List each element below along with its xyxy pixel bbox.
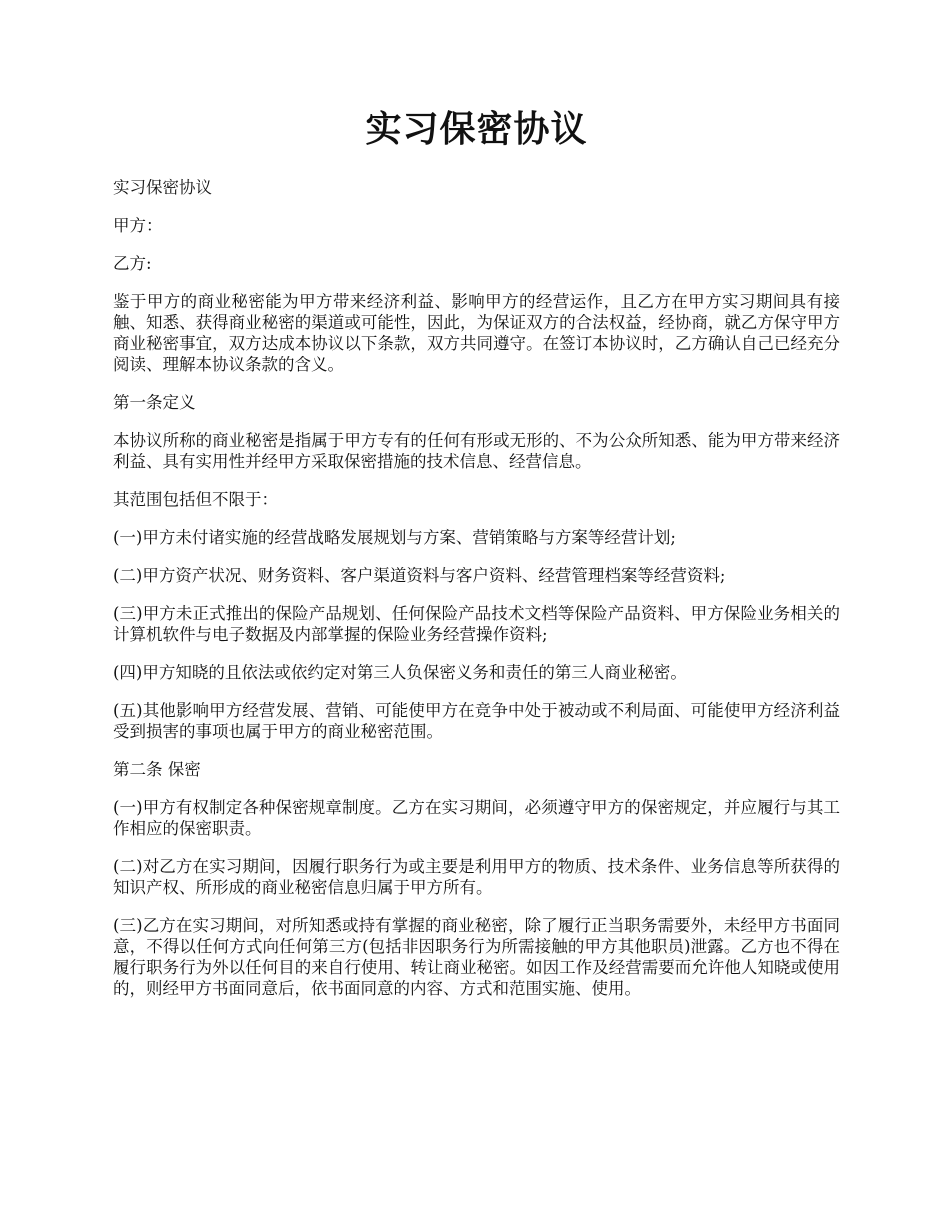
doc-subtitle: 实习保密协议 <box>113 178 212 198</box>
party-b-line: 乙方: <box>113 254 152 274</box>
scope-item-4: (四)甲方知晓的且依法或依约定对第三人负保密义务和责任的第三人商业秘密。 <box>113 663 687 683</box>
party-a-line: 甲方： <box>113 216 163 236</box>
article-2-heading: 第二条 保密 <box>113 760 201 780</box>
document-page <box>113 108 840 1016</box>
definition-paragraph: 本协议所称的商业秘密是指属于甲方专有的任何有形或无形的、不为公众所知悉、能为甲方带来经济利益、具有实用性并经甲方采取保密措施的技术信息、经营信息。 <box>113 431 840 472</box>
document-title: 实习保密协议 <box>365 108 588 150</box>
article-1-heading: 第一条定义 <box>113 393 196 413</box>
confidentiality-item-1: (一)甲方有权制定各种保密规章制度。乙方在实习期间，必须遵守甲方的保密规定，并应履行与其工作相应的保密职责。 <box>113 798 840 839</box>
scope-item-5: (五)其他影响甲方经营发展、营销、可能使甲方在竞争中处于被动或不利局面、可能使甲方经济利益受到损害的事项也属于甲方的商业秘密范围。 <box>113 701 840 742</box>
scope-item-2: (二)甲方资产状况、财务资料、客户渠道资料与客户资料、经营管理档案等经营资料; <box>113 566 726 586</box>
scope-item-1: (一)甲方未付诸实施的经营战略发展规划与方案、营销策略与方案等经营计划; <box>113 528 676 548</box>
preamble-paragraph: 鉴于甲方的商业秘密能为甲方带来经济利益、影响甲方的经营运作，且乙方在甲方实习期间具有接触、知悉、获得商业秘密的渠道或可能性，因此，为保证双方的合法权益，经协商，就乙方保守甲方商业秘密事宜，双方达成本协议以下条款，双方共同遵守。在签订本协议时，乙方确认自己已经充分阅读、理解本协议条款的含义。 <box>113 292 840 375</box>
scope-item-3: (三)甲方未正式推出的保险产品规划、任何保险产品技术文档等保险产品资料、甲方保险业务相关的计算机软件与电子数据及内部掌握的保险业务经营操作资料; <box>113 604 840 645</box>
confidentiality-item-3: (三)乙方在实习期间，对所知悉或持有掌握的商业秘密，除了履行正当职务需要外，未经甲方书面同意，不得以任何方式向任何第三方(包括非因职务行为所需接触的甲方其他职员)泄露。乙方也不得在履行职务行为外以任何目的来自行使用、转让商业秘密。如因工作及经营需要而允许他人知晓或使用的，则经甲方书面同意后，依书面同意的内容、方式和范围实施、使用。 <box>113 916 840 999</box>
confidentiality-item-2: (二)对乙方在实习期间，因履行职务行为或主要是利用甲方的物质、技术条件、业务信息等所获得的知识产权、所形成的商业秘密信息归属于甲方所有。 <box>113 857 840 898</box>
scope-intro: 其范围包括但不限于： <box>113 490 278 510</box>
